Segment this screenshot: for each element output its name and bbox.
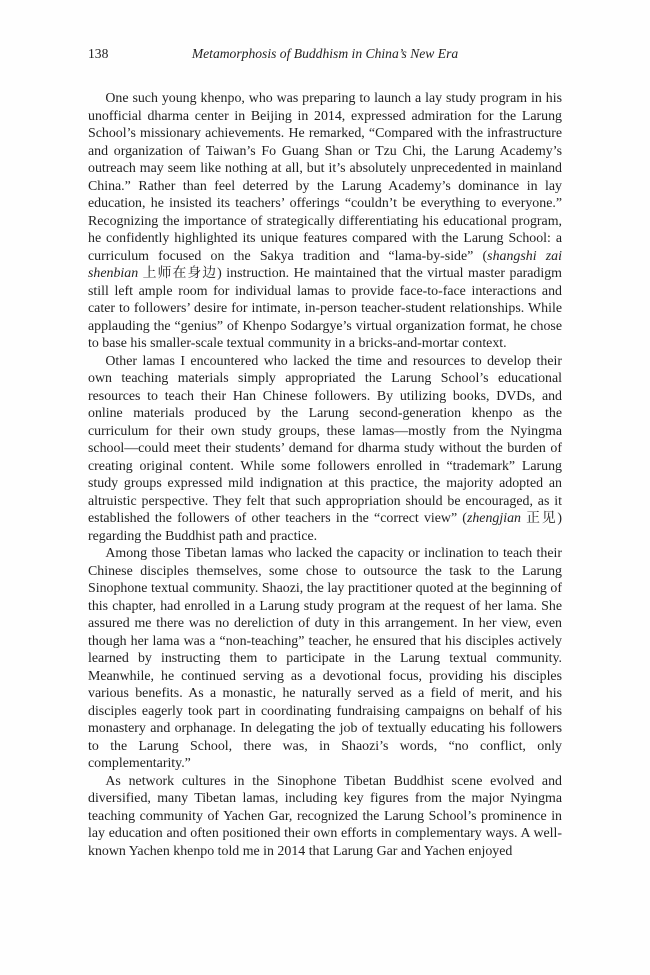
text-segment: 正见) regarding the Buddhist path and practice. <box>88 511 562 544</box>
pinyin-term: zhengjian <box>466 511 521 526</box>
page-number: 138 <box>88 46 109 61</box>
running-head: Metamorphosis of Buddhism in China’s New Era <box>191 46 459 61</box>
pinyin-term: shangshi zai shenbian <box>88 248 562 281</box>
text-segment: 上师在身边) instruction. He maintained that the virtual master paradigm still left ample room for individual lamas to provide face-to-face interactions and cater to followers’ desire for intimate, in-person teacher-student relationships. While applauding the “genius” of Khenpo Sodargye’s virtual organization format, he chose to base his smaller-scale textual community in a bricks-and-mortar context. <box>88 266 562 351</box>
body-text <box>88 90 562 860</box>
text-segment: One such young khenpo, who was preparing to launch a lay study program in his unofficial dharma center in Beijing in 2014, expressed admiration for the Larung School’s missionary achievements. He remarked, “Compared with the infrastructure and organization of Taiwan’s Fo Guang Shan or Tzu Chi, the Larung Academy’s outreach may seem like nothing at all, but it’s absolutely unprecedented in mainland China.” Rather than feel deterred by the Larung Academy’s dominance in lay education, he insisted its teachers’ offerings “couldn’t be everything to everyone.” Recognizing the importance of strategically differentiating his educational program, he confidently highlighted its unique features compared with the Larung School: a curriculum focused on the Sakya tradition and “lama-by-side” ( <box>88 91 562 264</box>
text-segment: As network cultures in the Sinophone Tibetan Buddhist scene evolved and diversified, many Tibetan lamas, including key figures from the major Nyingma teaching community of Yachen Gar, recognized the Larung School’s prominence in lay education and often positioned their own efforts in complementary ways. A well-known Yachen khenpo told me in 2014 that Larung Gar and Yachen enjoyed <box>88 773 562 859</box>
paragraph-1 <box>88 90 562 353</box>
paragraph-3 <box>88 545 562 773</box>
text-segment: Other lamas I encountered who lacked the time and resources to develop their own teaching materials simply appropriated the Larung School’s educational resources to teach their Han Chinese followers. By utilizing books, DVDs, and online materials produced by the Larung second-generation khenpo as the curriculum for their own study groups, these lamas—mostly from the Nyingma school—could meet their students’ demand for dharma study without the burden of creating original content. While some followers enrolled in “trademark” Larung study groups expressed mild indignation at this practice, the majority adopted an altruistic perspective. They felt that such appropriation should be encouraged, as it established the followers of other teachers in the “correct view” ( <box>88 353 562 526</box>
text-segment: Among those Tibetan lamas who lacked the capacity or inclination to teach their Chinese disciples themselves, some chose to outsource the task to the Larung Sinophone textual community. Shaozi, the lay practitioner quoted at the beginning of this chapter, had enrolled in a Larung study program at the request of her lama. She assured me there was no dereliction of duty in this arrangement. In her view, even though her lama was a “non-teaching” teacher, he ensured that his disciples actively learned by instructing them to participate in the Larung textual community. Meanwhile, he continued serving as a devotional focus, providing his disciples various benefits. As a monastic, he naturally served as a field of merit, and his disciples eagerly took part in coordinating fundraising campaigns on behalf of his monastery and orphanage. In delegating the job of textually educating his followers to the Larung School, there was, in Shaozi’s words, “no conflict, only complementarity.” <box>88 546 562 771</box>
page-header <box>88 46 562 64</box>
paragraph-4 <box>88 773 562 861</box>
paragraph-2 <box>88 353 562 546</box>
